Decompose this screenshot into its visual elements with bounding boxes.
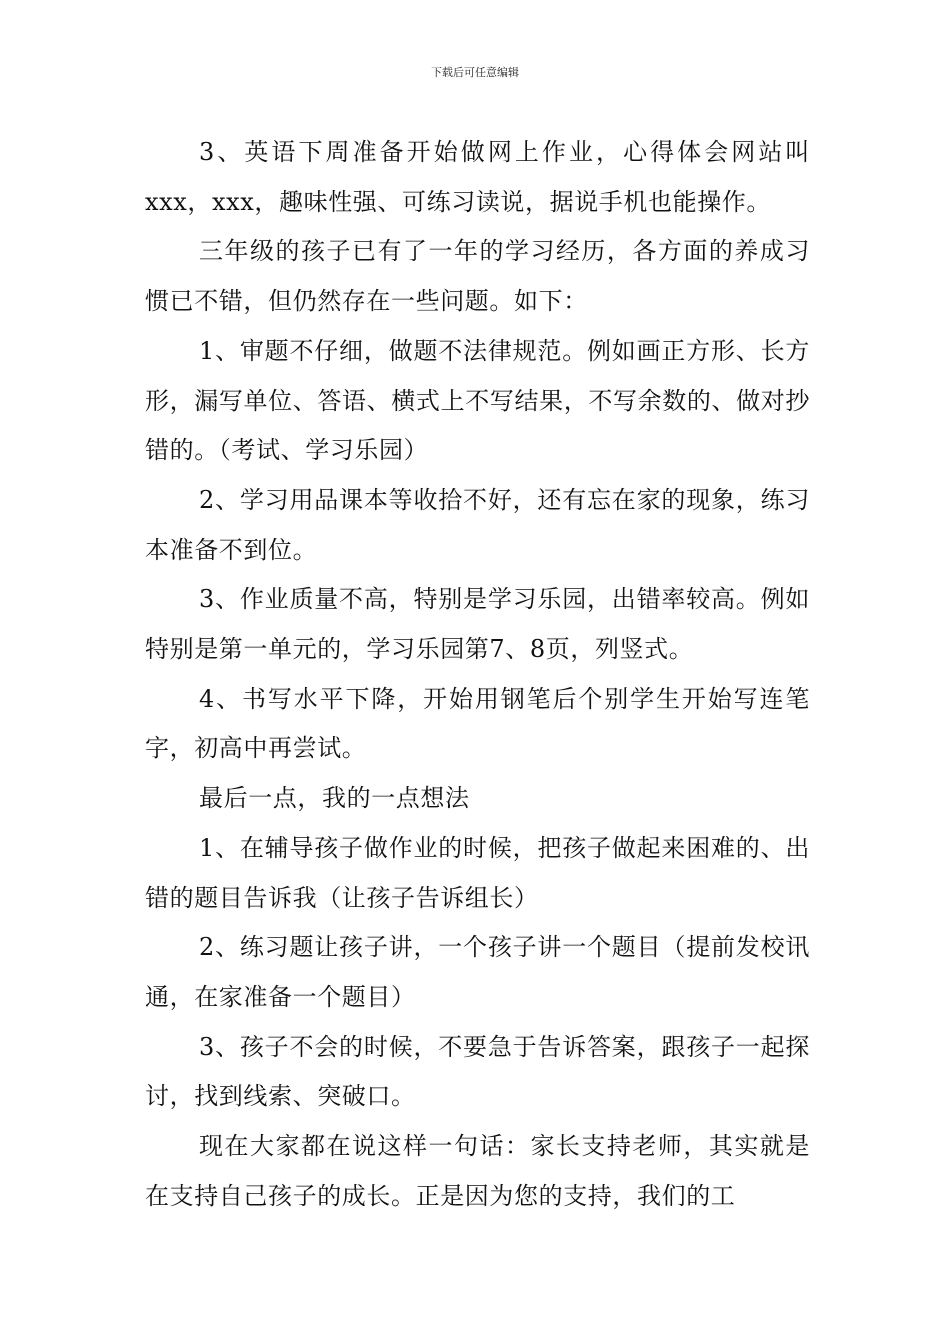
paragraph-issue-2: 2、学习用品课本等收拾不好，还有忘在家的现象，练习本准备不到位。	[145, 485, 810, 564]
paragraph-english-homework: 3、英语下周准备开始做网上作业，心得体会网站叫xxx，xxx，趣味性强、可练习读说，据说手机也能操作。	[145, 138, 810, 216]
paragraph-closing: 现在大家都在说这样一句话：家长支持老师，其实就是在支持自己孩子的成长。正是因为您的支持，我们的工	[145, 1132, 810, 1210]
paragraph-issue-3: 3、作业质量不高，特别是学习乐园，出错率较高。例如特别是第一单元的，学习乐园第7、8页，列竖式。	[145, 585, 810, 664]
page-header: 下载后可任意编辑	[431, 66, 519, 79]
paragraph-ideas-heading: 最后一点，我的一点想法	[199, 784, 470, 813]
paragraph-idea-1: 1、在辅导孩子做作业的时候，把孩子做起来困难的、出错的题目告诉我（让孩子告诉组长）	[145, 833, 810, 912]
document-body	[145, 128, 810, 1221]
paragraph-issue-1: 1、审题不仔细，做题不法律规范。例如画正方形、长方形，漏写单位、答语、横式上不写结果，不写余数的、做对抄错的。（考试、学习乐园）	[145, 336, 810, 465]
paragraph-issue-4: 4、书写水平下降，开始用钢笔后个别学生开始写连笔字，初高中再尝试。	[145, 684, 810, 763]
paragraph-idea-2: 2、练习题让孩子讲，一个孩子讲一个题目（提前发校讯通，在家准备一个题目）	[145, 933, 810, 1011]
paragraph-third-grade-intro: 三年级的孩子已有了一年的学习经历，各方面的养成习惯已不错，但仍然存在一些问题。如下：	[145, 237, 810, 316]
paragraph-idea-3: 3、孩子不会的时候，不要急于告诉答案，跟孩子一起探讨，找到线索、突破口。	[145, 1032, 810, 1111]
